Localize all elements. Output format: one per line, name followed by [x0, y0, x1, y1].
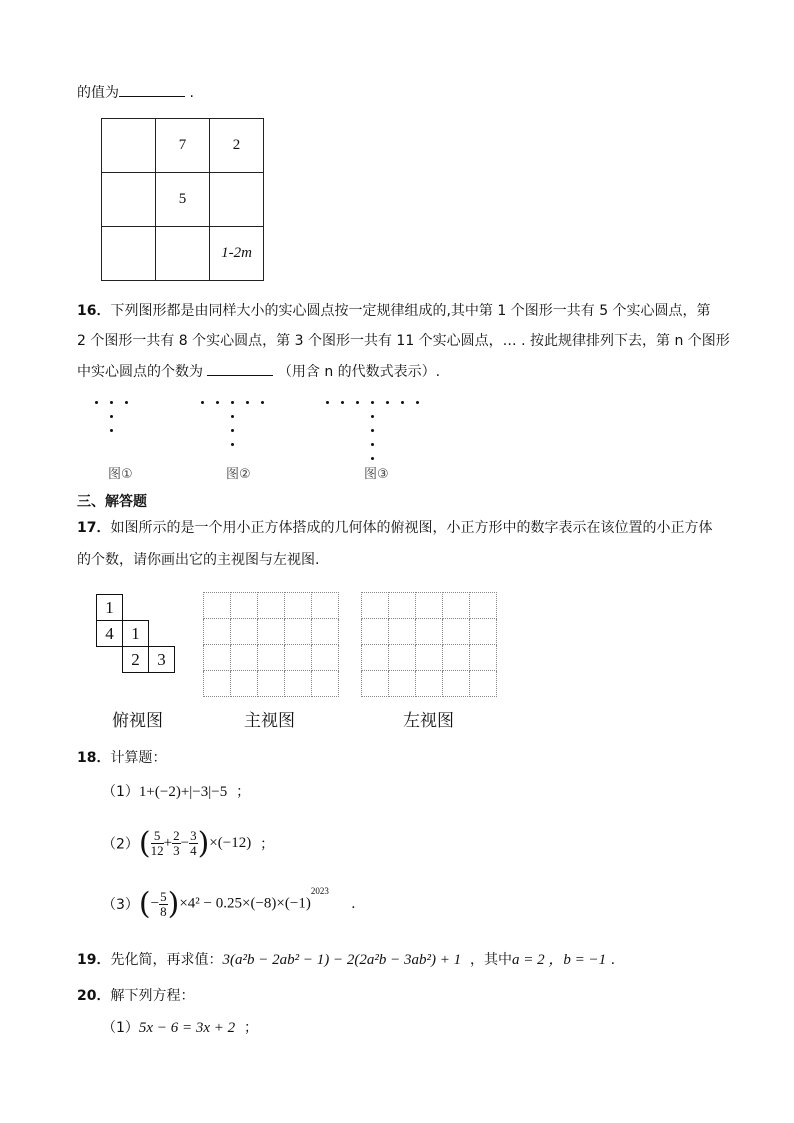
q18-number: 18．: [77, 750, 111, 766]
q18-part3: （3）(− $\frac{5}{8}$ )$\times 4^2 - 0.25\times(-8)\times(-1)^{2023}$ .: [102, 886, 356, 922]
solid-dot: [386, 401, 389, 404]
grid-cell: 5: [156, 173, 210, 227]
q18-part2: （2）( $\frac{5}{12}$ + $\frac{2}{3}$ − $\frac{3}{4}$ )×(−12) ；: [102, 826, 275, 861]
end-period: .: [610, 952, 616, 968]
solid-dot: [326, 401, 329, 404]
solid-dot: [341, 401, 344, 404]
fraction: $\frac{2}{3}$: [173, 828, 180, 858]
section-title: 三、解答题: [77, 494, 147, 510]
separator: ；: [244, 1020, 259, 1036]
q16-text1: 下列图形都是由同样大小的实心圆点按一定规律组成的,其中第 1 个图形一共有 5 个实心圆点，第: [110, 303, 711, 319]
q18-heading: [77, 748, 166, 768]
solid-dot: [416, 401, 419, 404]
math-expression: 3(a²b − 2ab² − 1) − 2(2a²b − 3ab²) + 1: [222, 952, 462, 968]
fraction: $\frac{5}{8}$: [160, 888, 167, 919]
q17-line1: [77, 518, 712, 538]
caption-left-view: 左视图: [403, 711, 454, 731]
q16-line1: [77, 301, 711, 321]
solid-dot: [371, 443, 374, 446]
top-view-cell: 4: [96, 620, 123, 647]
fraction: $\frac{5}{12}$: [150, 828, 164, 858]
q16-line3: [77, 361, 440, 382]
caption-top-view: 俯视图: [112, 711, 163, 731]
solid-dot: [216, 401, 219, 404]
solid-dot: [231, 415, 234, 418]
solid-dot: [125, 401, 128, 404]
math-condition: a = 2 ，b = −1: [511, 952, 607, 968]
end-period: .: [351, 896, 356, 912]
solid-dot: [110, 415, 113, 418]
solid-dot: [231, 429, 234, 432]
grid-cell: 7: [156, 119, 210, 173]
figure-label-2: 图②: [226, 467, 251, 482]
solid-dot: [246, 401, 249, 404]
solid-dot: [201, 401, 204, 404]
caption-front-view: 主视图: [244, 711, 295, 731]
q20-heading: [77, 986, 194, 1006]
grid-cell-expression: 1-2m: [210, 227, 264, 281]
q19-line: [77, 950, 615, 970]
part-label: （1）: [102, 784, 139, 800]
solid-dot: [231, 443, 234, 446]
math-expression: ×(−12): [209, 835, 252, 851]
solid-dot: [356, 401, 359, 404]
grid-cell: [210, 173, 264, 227]
left-view-drawing-grid[interactable]: [361, 592, 497, 697]
q16-number: 16．: [77, 303, 111, 319]
part-label: （2）: [102, 836, 139, 853]
q15-tail: [77, 82, 194, 103]
solid-dot: [371, 457, 374, 460]
q15-period: .: [189, 85, 194, 101]
q20-title: 解下列方程：: [110, 988, 195, 1004]
top-view-cell: 1: [96, 594, 123, 621]
top-view-cell: 2: [122, 646, 149, 673]
solid-dot: [110, 429, 113, 432]
solid-dot: [95, 401, 98, 404]
math-expression: ×4² − 0.25×(−8)×(−1): [179, 895, 311, 912]
q19-number: 19．: [77, 952, 111, 968]
part-label: （1）: [102, 1020, 139, 1036]
front-view-drawing-grid[interactable]: [203, 592, 339, 697]
solid-dot: [371, 415, 374, 418]
solid-dot: [231, 401, 234, 404]
grid-cell: [102, 119, 156, 173]
solid-dot: [110, 401, 113, 404]
q17-text1: 如图所示的是一个用小正方体搭成的几何体的俯视图，小正方形中的数字表示在该位置的小正方体: [110, 520, 713, 536]
q18-title: 计算题：: [110, 750, 167, 766]
magic-square-grid: [101, 118, 264, 281]
grid-cell: 2: [210, 119, 264, 173]
q15-text: 的值为: [77, 85, 119, 101]
q16-text3a: 中实心圆点的个数为: [77, 364, 203, 380]
grid-cell: [156, 227, 210, 281]
solid-dot: [401, 401, 404, 404]
grid-cell: [102, 227, 156, 281]
q18-part1: [102, 782, 250, 802]
q17-line2: 的个数，请你画出它的主视图与左视图.: [77, 552, 320, 568]
part-label: （3）: [102, 897, 139, 913]
solid-dot: [371, 429, 374, 432]
q19-mid: ，其中: [469, 952, 512, 968]
separator: ；: [236, 784, 251, 800]
q20-number: 20．: [77, 988, 111, 1004]
q19-lead: 先化简，再求值：: [110, 952, 223, 968]
answer-blank[interactable]: [207, 361, 273, 376]
q20-part1: [102, 1018, 258, 1038]
exponent: 2023: [310, 886, 329, 896]
q16-text3b: （用含 n 的代数式表示）.: [277, 364, 441, 380]
solid-dot: [371, 401, 374, 404]
q17-number: 17．: [77, 520, 111, 536]
fraction: $\frac{3}{4}$: [190, 828, 197, 858]
figure-label-1: 图①: [108, 467, 133, 482]
q16-line2: 2 个图形一共有 8 个实心圆点，第 3 个图形一共有 11 个实心圆点，… . 按此规律排列下去，第 n 个图形: [77, 333, 730, 349]
math-expression: 5x − 6 = 3x + 2: [138, 1020, 236, 1036]
separator: ；: [260, 836, 275, 853]
math-expression: 1+(−2)+|−3|−5: [138, 784, 228, 800]
grid-cell: [102, 173, 156, 227]
answer-blank[interactable]: [119, 82, 185, 97]
top-view-cell: 3: [148, 646, 175, 673]
solid-dot: [261, 401, 264, 404]
figure-label-3: 图③: [364, 467, 389, 482]
top-view-cell: 1: [122, 620, 149, 647]
